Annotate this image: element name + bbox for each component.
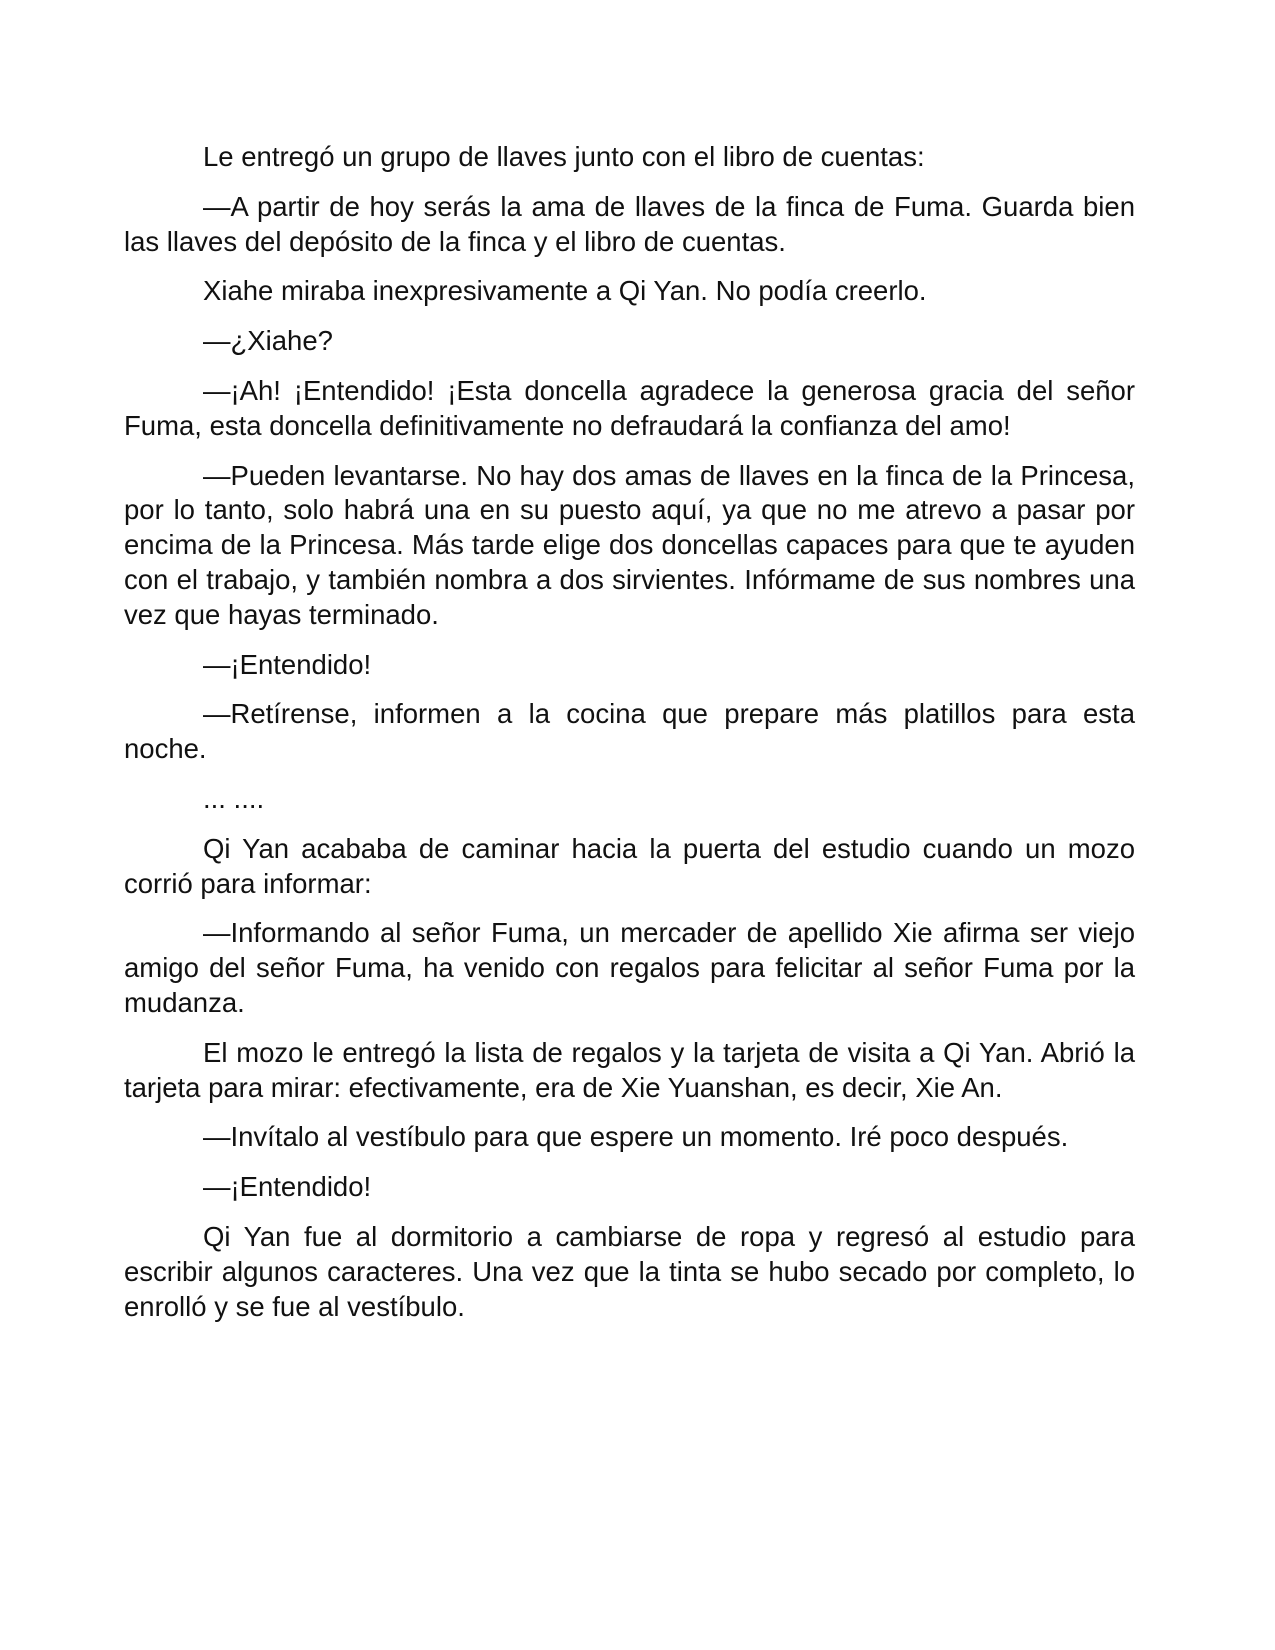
paragraph: Qi Yan fue al dormitorio a cambiarse de ropa y regresó al estudio para escribir algunos caracteres. Una vez que la tinta se hubo secado por completo, lo enrolló y se fue al vestíbulo. bbox=[124, 1220, 1135, 1322]
paragraph: El mozo le entregó la lista de regalos y la tarjeta de visita a Qi Yan. Abrió la tarjeta para mirar: efectivamente, era de Xie Yuanshan, es decir, Xie An. bbox=[124, 1036, 1135, 1103]
paragraph: ... .... bbox=[203, 782, 265, 814]
paragraph: —Pueden levantarse. No hay dos amas de llaves en la finca de la Princesa, por lo tanto, solo habrá una en su puesto aquí, ya que no me atrevo a pasar por encima de la Princesa. Más tarde elige dos doncellas capaces para que te ayuden con el trabajo, y también nombra a dos sirvientes. Infórmame de sus nombres una vez que hayas terminado. bbox=[124, 459, 1135, 630]
paragraph: —¡Ah! ¡Entendido! ¡Esta doncella agradece la generosa gracia del señor Fuma, esta doncella definitivamente no defraudará la confianza del amo! bbox=[124, 374, 1135, 441]
paragraph: —¡Entendido! bbox=[203, 1171, 372, 1203]
paragraph: —¿Xiahe? bbox=[203, 325, 333, 357]
paragraph: —Retírense, informen a la cocina que prepare más platillos para esta noche. bbox=[124, 698, 1135, 765]
paragraph: —¡Entendido! bbox=[203, 648, 372, 680]
paragraph: —A partir de hoy serás la ama de llaves de la finca de Fuma. Guarda bien las llaves del depósito de la finca y el libro de cuentas. bbox=[124, 190, 1135, 257]
paragraph: Xiahe miraba inexpresivamente a Qi Yan. No podía creerlo. bbox=[203, 275, 927, 307]
paragraph: —Informando al señor Fuma, un mercader de apellido Xie afirma ser viejo amigo del señor Fuma, ha venido con regalos para felicitar al señor Fuma por la mudanza. bbox=[124, 917, 1135, 1018]
document-page bbox=[124, 140, 1135, 1339]
paragraph: —Invítalo al vestíbulo para que espere un momento. Iré poco después. bbox=[203, 1121, 1069, 1153]
paragraph: Qi Yan acababa de caminar hacia la puerta del estudio cuando un mozo corrió para informar: bbox=[124, 832, 1135, 899]
paragraph: Le entregó un grupo de llaves junto con el libro de cuentas: bbox=[203, 141, 925, 172]
